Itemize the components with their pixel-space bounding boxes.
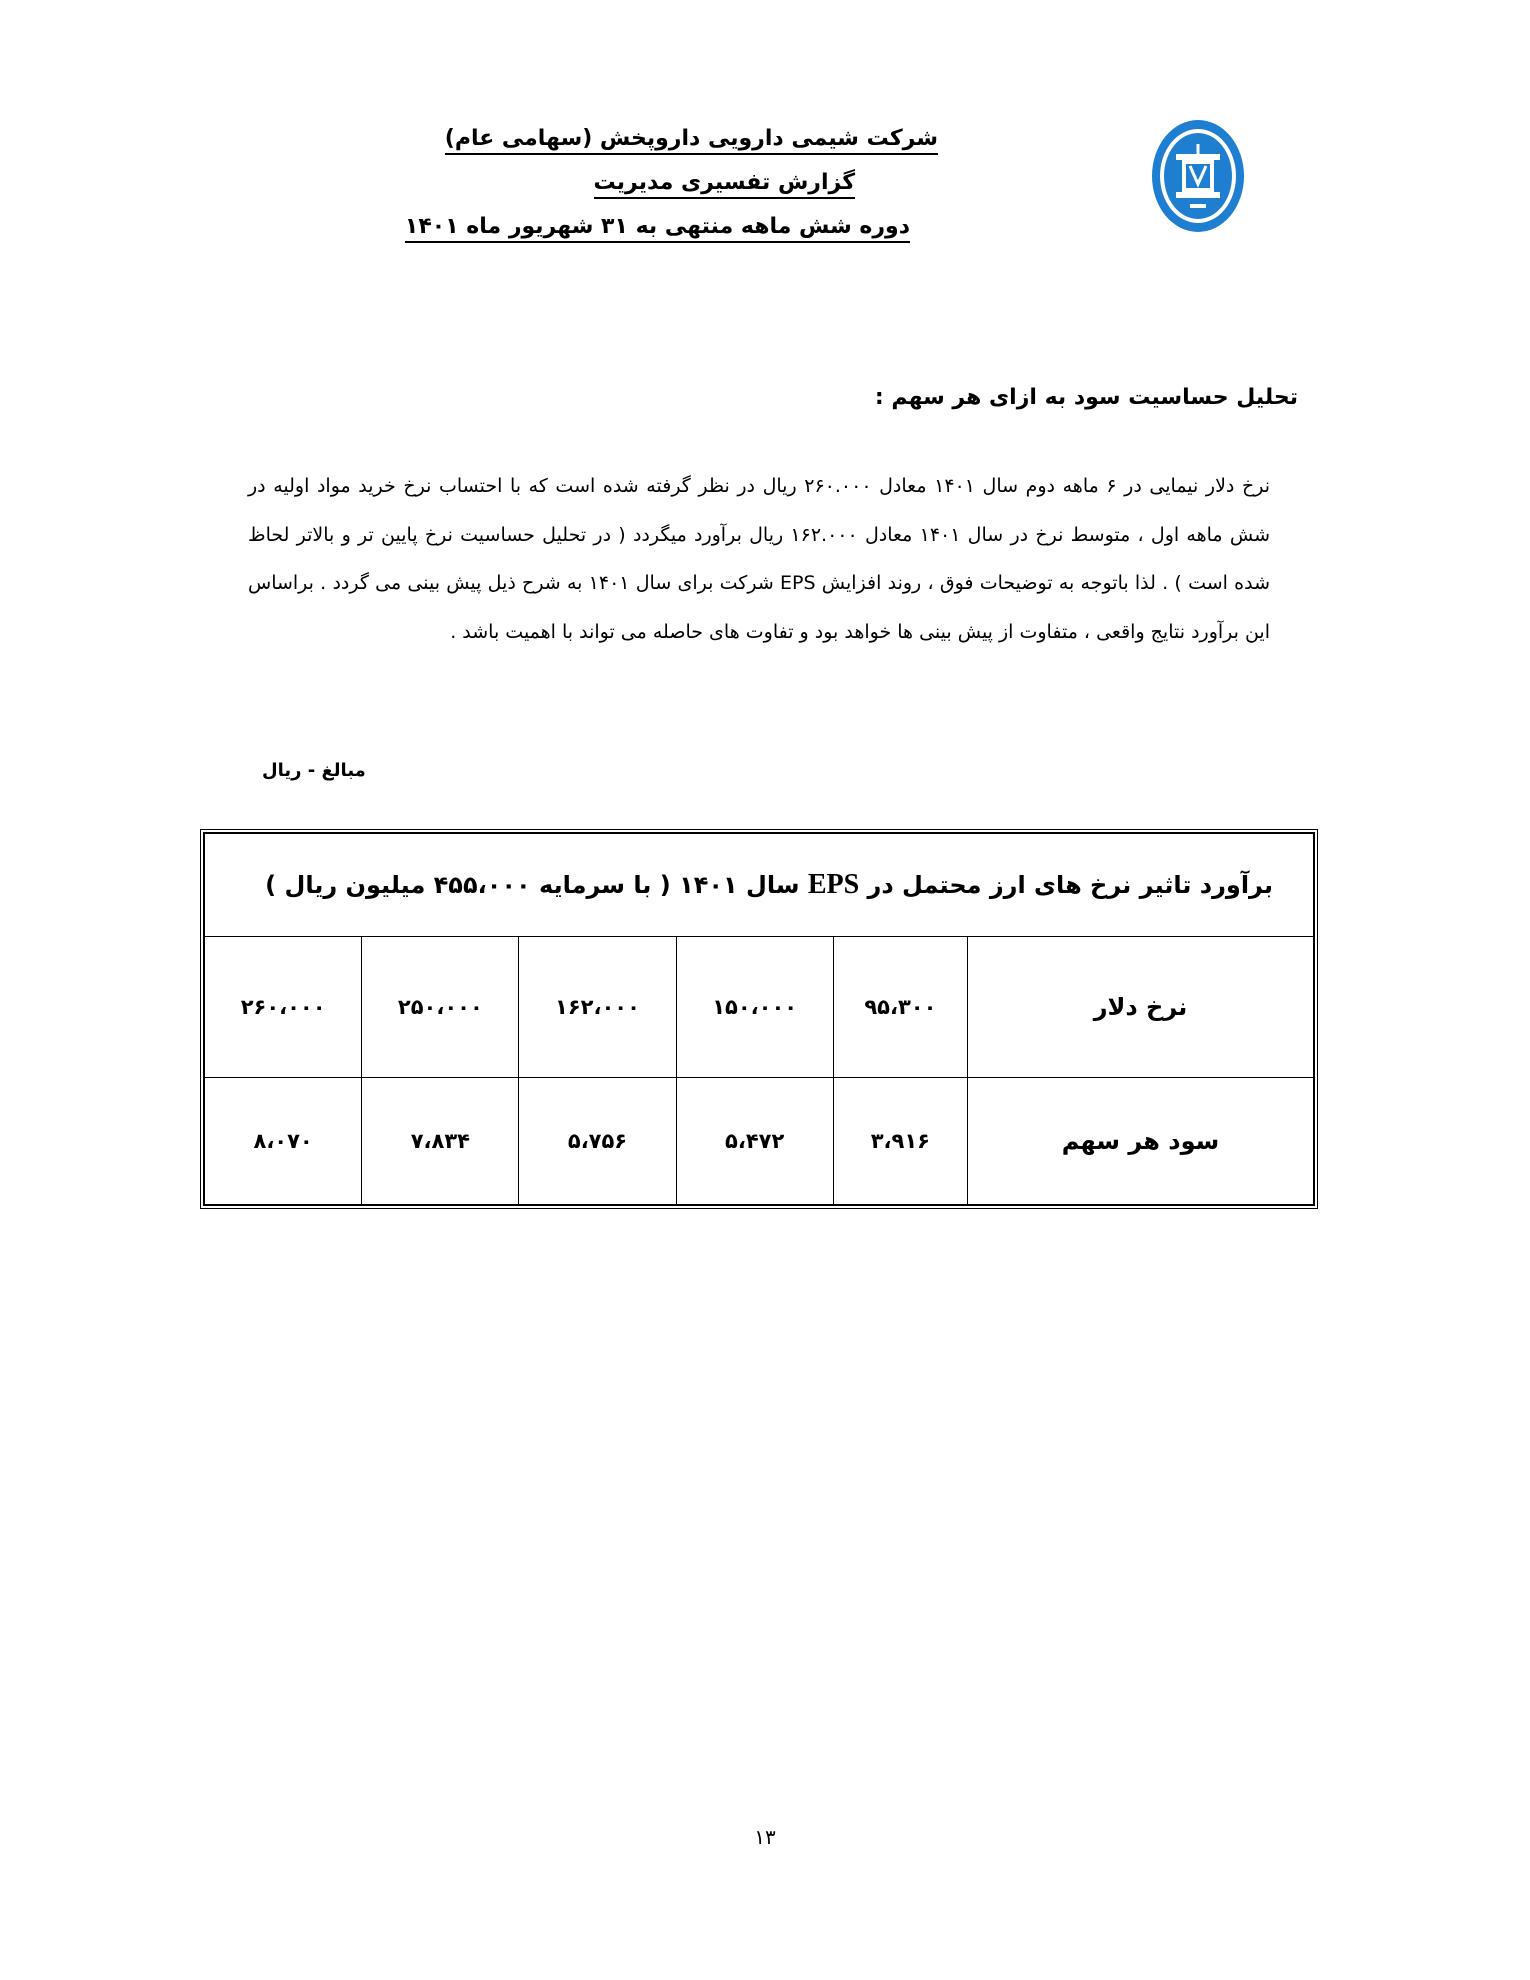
table-cell: ۲۵۰،۰۰۰ — [362, 937, 519, 1078]
row-label-eps: سود هر سهم — [968, 1078, 1314, 1205]
sensitivity-table — [200, 829, 1318, 1209]
table-cell: ۳،۹۱۶ — [833, 1078, 967, 1205]
table-row — [205, 1078, 1314, 1205]
row-label-dollar-rate: نرخ دلار — [968, 937, 1314, 1078]
report-title: گزارش تفسیری مدیریت — [594, 162, 856, 204]
table-cell: ۷،۸۳۴ — [362, 1078, 519, 1205]
table-cell: ۵،۷۵۶ — [519, 1078, 676, 1205]
table-title: برآورد تاثیر نرخ های ارز محتمل در EPS سال ۱۴۰۱ ( با سرمایه ۴۵۵،۰۰۰ میلیون ریال ) — [205, 834, 1314, 937]
page-number: ۱۳ — [754, 1825, 776, 1849]
company-name: شرکت شیمی دارویی داروپخش (سهامی عام) — [445, 118, 938, 160]
table-cell: ۱۶۲،۰۰۰ — [519, 937, 676, 1078]
company-logo — [1150, 118, 1246, 234]
body-paragraph: نرخ دلار نیمایی در ۶ ماهه دوم سال ۱۴۰۱ معادل ۲۶۰.۰۰۰ ریال در نظر گرفته شده است که با احتساب نرخ خرید مواد اولیه در شش ماهه اول ، متوسط نرخ در سال ۱۴۰۱ معادل ۱۶۲.۰۰۰ ریال برآورد میگردد ( در تحلیل حساسیت نرخ پایین تر و بالاتر لحاظ شده است ) . لذا باتوجه به توضیحات فوق ، روند افزایش EPS شرکت برای سال ۱۴۰۱ به شرح ذیل پیش بینی می گردد . براساس این برآورد نتایج واقعی ، متفاوت از پیش بینی ها خواهد بود و تفاوت های حاصله می تواند با اهمیت باشد . — [248, 475, 1271, 643]
table-row — [205, 937, 1314, 1078]
table-cell: ۸،۰۷۰ — [205, 1078, 362, 1205]
table-title-row — [205, 834, 1314, 937]
report-period: دوره شش ماهه منتهی به ۳۱ شهریور ماه ۱۴۰۱ — [405, 206, 910, 248]
table-cell: ۹۵،۳۰۰ — [833, 937, 967, 1078]
table-cell: ۱۵۰،۰۰۰ — [676, 937, 833, 1078]
table-cell: ۲۶۰،۰۰۰ — [205, 937, 362, 1078]
section-title: تحلیل حساسیت سود به ازای هر سهم : — [874, 385, 1298, 410]
unit-note: مبالغ - ریال — [262, 760, 366, 781]
table-cell: ۵،۴۷۲ — [676, 1078, 833, 1205]
